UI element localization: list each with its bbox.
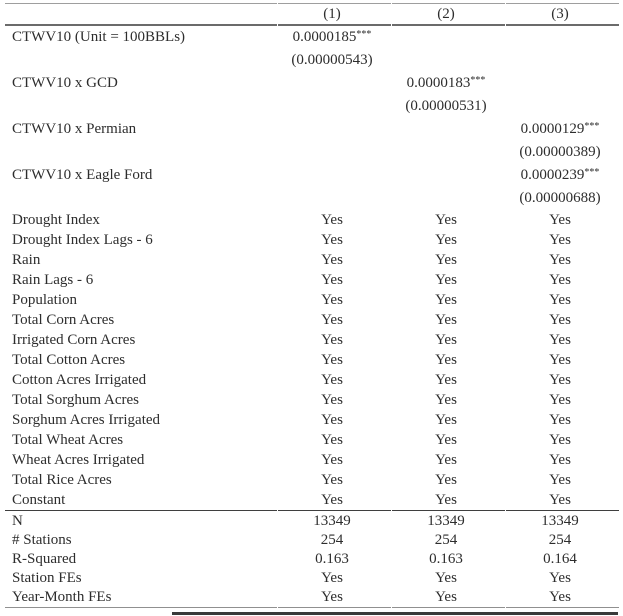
cell-value: Yes [549, 411, 571, 428]
cell-value: Yes [435, 291, 457, 308]
cell-value: Yes [435, 411, 457, 428]
row-label: Total Wheat Acres [12, 431, 124, 448]
row-label: Wheat Acres Irrigated [12, 451, 145, 468]
empty-cell [5, 95, 277, 118]
row-label: Irrigated Corn Acres [12, 331, 136, 348]
empty-cell [278, 95, 391, 118]
cell-value: Yes [278, 588, 391, 608]
cell-value: Yes [435, 311, 457, 328]
row-label: Total Cotton Acres [12, 351, 126, 368]
row-label: CTWV10 x Permian [12, 121, 137, 137]
cell-value: Yes [435, 251, 457, 268]
significance-stars: *** [356, 29, 372, 40]
table-row [5, 290, 619, 310]
empty-cell [392, 141, 505, 164]
table-row [5, 510, 619, 531]
cell-value: Yes [549, 271, 571, 288]
table-row [5, 164, 619, 187]
empty-cell [392, 26, 505, 49]
table-row [5, 49, 619, 72]
table-row [5, 141, 619, 164]
row-label: Rain Lags - 6 [12, 271, 94, 288]
table-row [5, 270, 619, 290]
cell-value: Yes [321, 431, 343, 448]
empty-cell [392, 187, 505, 210]
cell-value: Yes [549, 391, 571, 408]
cell-value: Yes [549, 570, 571, 586]
row-label: Total Rice Acres [12, 471, 112, 488]
empty-cell [5, 49, 277, 72]
row-label: Constant [12, 491, 66, 508]
cell-value: 0.163 [429, 551, 463, 567]
row-label: Total Corn Acres [12, 311, 115, 328]
cell-value: Yes [435, 331, 457, 348]
empty-cell [5, 187, 277, 210]
table-row [5, 390, 619, 410]
row-label: R-Squared [12, 551, 77, 567]
column-header-2: (2) [392, 3, 505, 26]
cell-value: Yes [435, 451, 457, 468]
cell-value: Yes [321, 271, 343, 288]
cell-value: Yes [392, 588, 505, 608]
significance-stars: *** [584, 121, 600, 132]
table-row [5, 490, 619, 510]
table-row [5, 470, 619, 490]
empty-cell [278, 118, 391, 141]
row-label: Year-Month FEs [5, 588, 277, 608]
row-label: Rain [12, 251, 41, 268]
cell-value: Yes [549, 471, 571, 488]
row-label: CTWV10 x Eagle Ford [12, 167, 153, 183]
cell-value: Yes [321, 570, 343, 586]
empty-cell [506, 95, 619, 118]
table-row [5, 330, 619, 350]
cell-value: Yes [321, 251, 343, 268]
cell-value: Yes [549, 251, 571, 268]
cell-value: Yes [549, 491, 571, 508]
cell-value: Yes [549, 371, 571, 388]
empty-cell [278, 141, 391, 164]
table-row [5, 450, 619, 470]
cell-value: Yes [435, 351, 457, 368]
cell-value: 254 [434, 532, 458, 548]
standard-error-cell: (0.00000389) [519, 144, 601, 160]
cell-value: Yes [435, 431, 457, 448]
table-row [5, 210, 619, 230]
table-row [5, 531, 619, 550]
table-row [5, 569, 619, 588]
table-row [5, 95, 619, 118]
significance-stars: *** [584, 167, 600, 178]
cell-value: Yes [321, 371, 343, 388]
cell-value: Yes [549, 351, 571, 368]
cell-value: Yes [321, 231, 343, 248]
coefficient-cell [278, 26, 391, 49]
empty-cell [278, 72, 391, 95]
cell-value: Yes [435, 211, 457, 228]
cell-value: Yes [435, 371, 457, 388]
row-label: Sorghum Acres Irrigated [12, 411, 161, 428]
cell-value: Yes [321, 311, 343, 328]
row-label: Cotton Acres Irrigated [12, 371, 147, 388]
empty-cell [278, 164, 391, 187]
cell-value: Yes [506, 588, 619, 608]
row-label: Total Sorghum Acres [12, 391, 139, 408]
standard-error-cell: (0.00000543) [291, 52, 373, 68]
cell-value: Yes [321, 211, 343, 228]
table-row [5, 230, 619, 250]
cell-value: Yes [321, 411, 343, 428]
cell-value: Yes [435, 231, 457, 248]
empty-cell [506, 26, 619, 49]
cell-value: Yes [435, 471, 457, 488]
row-label: Drought Index Lags - 6 [12, 231, 153, 248]
cell-value: Yes [435, 570, 457, 586]
cell-value: 13349 [278, 510, 391, 531]
cell-value: Yes [321, 451, 343, 468]
table-row [5, 26, 619, 49]
cell-value: 254 [548, 532, 572, 548]
cell-value: Yes [321, 491, 343, 508]
empty-cell [506, 49, 619, 72]
row-label: CTWV10 x GCD [12, 75, 118, 91]
cell-value: Yes [321, 391, 343, 408]
table-row [5, 250, 619, 270]
cell-value: Yes [549, 211, 571, 228]
empty-cell [392, 118, 505, 141]
cell-value: Yes [549, 431, 571, 448]
empty-cell [506, 72, 619, 95]
cell-value: 0.164 [543, 551, 577, 567]
cell-value: Yes [321, 291, 343, 308]
table-row [5, 310, 619, 330]
header-row [5, 3, 619, 26]
empty-cell [5, 3, 277, 26]
empty-cell [392, 164, 505, 187]
table-row [5, 410, 619, 430]
estimate-value: 0.0000183 [406, 75, 471, 91]
coefficient-cell [506, 118, 619, 141]
empty-cell [5, 141, 277, 164]
empty-cell [392, 49, 505, 72]
cell-value: Yes [435, 271, 457, 288]
cell-value: Yes [321, 471, 343, 488]
regression-table [4, 3, 620, 608]
cell-value: Yes [549, 311, 571, 328]
row-label: Drought Index [12, 211, 100, 228]
cell-value: Yes [321, 331, 343, 348]
cell-value: Yes [435, 391, 457, 408]
cell-value: 254 [320, 532, 344, 548]
table-row [5, 370, 619, 390]
row-label: # Stations [12, 532, 72, 548]
estimate-value: 0.0000129 [520, 121, 585, 137]
estimate-value: 0.0000239 [520, 167, 585, 183]
cell-value: Yes [321, 351, 343, 368]
cell-value: 13349 [392, 510, 505, 531]
table-row [5, 550, 619, 569]
table-row [5, 187, 619, 210]
table-row [5, 72, 619, 95]
coefficient-cell [392, 72, 505, 95]
bottom-partial-rule [172, 612, 618, 615]
cell-value: 0.163 [315, 551, 349, 567]
row-label: Population [12, 291, 78, 308]
standard-error-cell: (0.00000531) [405, 98, 487, 114]
standard-error-cell: (0.00000688) [519, 190, 601, 206]
table-row [5, 588, 619, 608]
table-row [5, 118, 619, 141]
cell-value: 13349 [506, 510, 619, 531]
row-label: CTWV10 (Unit = 100BBLs) [12, 29, 186, 45]
cell-value: Yes [549, 231, 571, 248]
cell-value: Yes [549, 291, 571, 308]
cell-value: Yes [435, 491, 457, 508]
column-header-1: (1) [278, 3, 391, 26]
coefficient-cell [506, 164, 619, 187]
row-label: Station FEs [12, 570, 82, 586]
empty-cell [278, 187, 391, 210]
row-label: N [5, 510, 277, 531]
table-row [5, 350, 619, 370]
cell-value: Yes [549, 451, 571, 468]
significance-stars: *** [470, 75, 486, 86]
cell-value: Yes [549, 331, 571, 348]
estimate-value: 0.0000185 [292, 29, 357, 45]
table-row [5, 430, 619, 450]
column-header-3: (3) [506, 3, 619, 26]
